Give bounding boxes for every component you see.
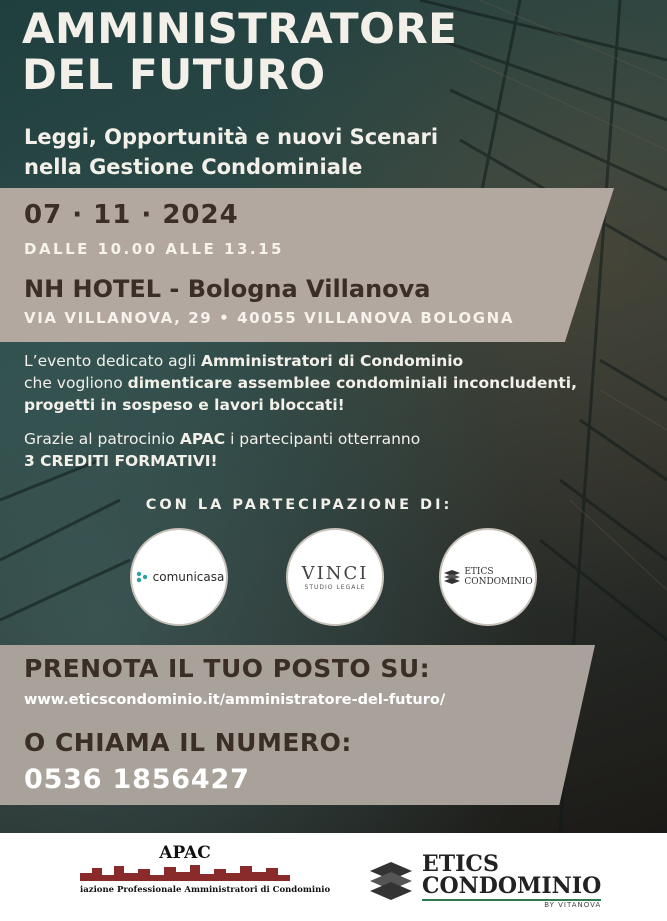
partners-heading: CON LA PARTECIPAZIONE DI: [145, 497, 453, 513]
title-line-2: DEL FUTURO [22, 50, 326, 99]
apac-skyline-icon [80, 863, 290, 881]
desc-text: L’evento dedicato agli [24, 352, 202, 370]
partner-logo-vinci [286, 528, 384, 626]
vinci-sub: STUDIO LEGALE [304, 584, 366, 591]
etics-stack-icon [368, 859, 414, 903]
desc-bold: progetti in sospeso e lavori bloccati! [24, 396, 345, 414]
call-heading: O CHIAMA IL NUMERO: [24, 728, 352, 757]
etics-name: ETICS [422, 851, 499, 877]
event-time: DALLE 10.00 ALLE 13.15 [24, 240, 284, 258]
desc-text: Grazie al patrocinio [24, 430, 180, 448]
desc-text: i partecipanti otterranno [225, 430, 421, 448]
desc-bold: dimenticare assemblee condominiali inconcludenti, [127, 374, 577, 392]
partner-logo-comunicasa [130, 528, 228, 626]
event-address: VIA VILLANOVA, 29 • 40055 VILLANOVA BOLOGNA [24, 309, 515, 327]
subtitle-line-1: Leggi, Opportunità e nuovi Scenari [24, 125, 439, 149]
desc-bold: Amministratori di Condominio [201, 352, 464, 370]
title-line-1: AMMINISTRATORE [22, 4, 458, 53]
desc-text: che vogliono [24, 374, 128, 392]
apac-bold: APAC [179, 430, 226, 448]
partner-logo-etics [439, 528, 537, 626]
booking-url[interactable]: www.eticscondominio.it/amministratore-del-futuro/ [24, 692, 446, 708]
booking-heading: PRENOTA IL TUO POSTO SU: [24, 654, 431, 683]
sponsor-footer [0, 833, 667, 921]
apac-name: APAC [159, 843, 211, 863]
event-date: 07 · 11 · 2024 [24, 200, 239, 230]
etics-stack-icon [443, 569, 461, 585]
comunicasa-icon [134, 569, 150, 585]
credits-description [24, 428, 584, 472]
poster-title [22, 6, 457, 98]
etics-footer-logo [368, 853, 601, 909]
etics-sub: BY VITANOVA [544, 901, 602, 909]
etics-condominio: CONDOMINIO [422, 873, 602, 899]
etics-sub: CONDOMINIO [464, 577, 533, 587]
etics-label: ETICS [464, 567, 494, 577]
partner-label: comunicasa [152, 570, 225, 584]
subtitle-line-2: nella Gestione Condominiale [24, 155, 363, 179]
event-description [24, 350, 584, 416]
vinci-label: VINCI [301, 563, 369, 584]
phone-number[interactable]: 0536 1856427 [24, 764, 250, 795]
event-venue: NH HOTEL - Bologna Villanova [24, 275, 431, 303]
apac-logo [80, 843, 331, 895]
apac-tagline: iazione Professionale Amministratori di Condominio [80, 885, 331, 895]
poster-subtitle [24, 122, 438, 182]
credits-bold: 3 CREDITI FORMATIVI! [24, 452, 218, 470]
